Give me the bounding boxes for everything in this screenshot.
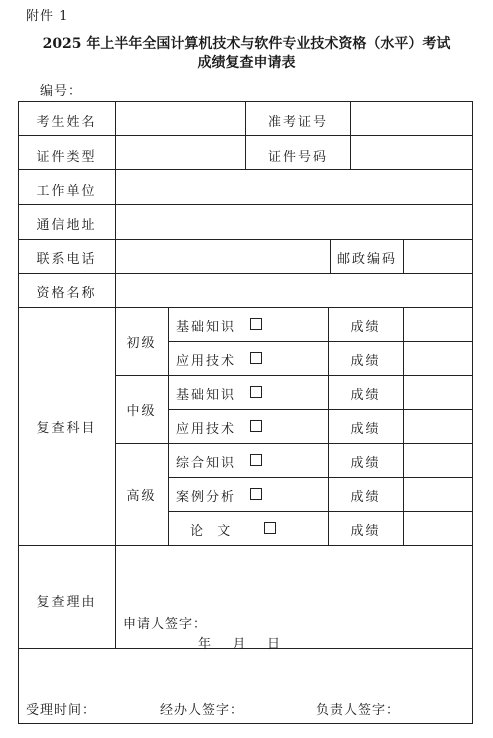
exam-number-label: 准考证号 [267, 115, 328, 130]
candidate-name-label: 考生姓名 [36, 115, 97, 130]
review-reason-field[interactable] [116, 546, 471, 608]
postcode-label: 邮政编码 [336, 252, 397, 267]
subject-junior-basic-checkbox[interactable] [250, 318, 262, 330]
score-field[interactable] [404, 376, 471, 409]
grid-line [472, 101, 473, 724]
acceptance-time-label: 受理时间： [26, 703, 97, 718]
serial-number-label: 编号： [40, 84, 83, 99]
score-field[interactable] [404, 512, 471, 545]
address-label: 通信地址 [36, 218, 97, 233]
review-subjects-label: 复查科目 [36, 421, 97, 436]
level-middle-label: 中级 [126, 404, 157, 419]
score-label: 成绩 [350, 490, 381, 505]
score-field[interactable] [404, 410, 471, 443]
score-label: 成绩 [350, 320, 381, 335]
score-field[interactable] [404, 478, 471, 511]
subject-senior-case-label: 案例分析 [176, 490, 237, 505]
postcode-field[interactable] [404, 240, 471, 273]
review-reason-label: 复查理由 [36, 595, 97, 610]
form-title: 2025 年上半年全国计算机技术与软件专业技术资格（水平）考试 [42, 36, 451, 52]
score-field[interactable] [404, 308, 471, 341]
supervisor-signature-label: 负责人签字： [316, 703, 401, 718]
employer-label: 工作单位 [36, 184, 97, 199]
subject-senior-essay-checkbox[interactable] [264, 522, 276, 534]
subject-senior-comprehensive-checkbox[interactable] [250, 454, 262, 466]
score-field[interactable] [404, 342, 471, 375]
handler-signature-label: 经办人签字： [160, 703, 245, 718]
id-type-field[interactable] [116, 136, 244, 169]
id-number-label: 证件号码 [267, 150, 328, 165]
score-label: 成绩 [350, 422, 381, 437]
subject-junior-applied-label: 应用技术 [176, 354, 237, 369]
level-senior-label: 高级 [126, 489, 157, 504]
phone-field[interactable] [116, 240, 329, 273]
subject-senior-case-checkbox[interactable] [250, 488, 262, 500]
id-type-label: 证件类型 [36, 150, 97, 165]
subject-middle-basic-label: 基础知识 [176, 388, 237, 403]
subject-middle-basic-checkbox[interactable] [250, 386, 262, 398]
employer-field[interactable] [116, 170, 471, 204]
subject-middle-applied-label: 应用技术 [176, 422, 237, 437]
score-label: 成绩 [350, 354, 381, 369]
application-date: 年 月 日 [198, 637, 282, 652]
id-number-field[interactable] [351, 136, 471, 169]
score-field[interactable] [404, 444, 471, 477]
exam-number-field[interactable] [351, 102, 471, 135]
score-label: 成绩 [350, 388, 381, 403]
application-form-table [18, 101, 473, 724]
level-junior-label: 初级 [126, 336, 157, 351]
qualification-label: 资格名称 [36, 286, 97, 301]
subject-middle-applied-checkbox[interactable] [250, 420, 262, 432]
grid-line [18, 723, 473, 724]
annex-label: 附件 1 [26, 9, 69, 24]
candidate-name-field[interactable] [116, 102, 244, 135]
subject-senior-essay-label: 论 文 [190, 524, 233, 539]
form-subtitle: 成绩复查申请表 [197, 55, 296, 71]
subject-junior-basic-label: 基础知识 [176, 320, 237, 335]
score-label: 成绩 [350, 524, 381, 539]
grid-line [168, 307, 169, 545]
subject-senior-comprehensive-label: 综合知识 [176, 456, 237, 471]
phone-label: 联系电话 [36, 252, 97, 267]
subject-junior-applied-checkbox[interactable] [250, 352, 262, 364]
qualification-field[interactable] [116, 274, 471, 307]
score-label: 成绩 [350, 456, 381, 471]
applicant-signature-label: 申请人签字： [123, 617, 208, 632]
address-field[interactable] [116, 205, 471, 239]
